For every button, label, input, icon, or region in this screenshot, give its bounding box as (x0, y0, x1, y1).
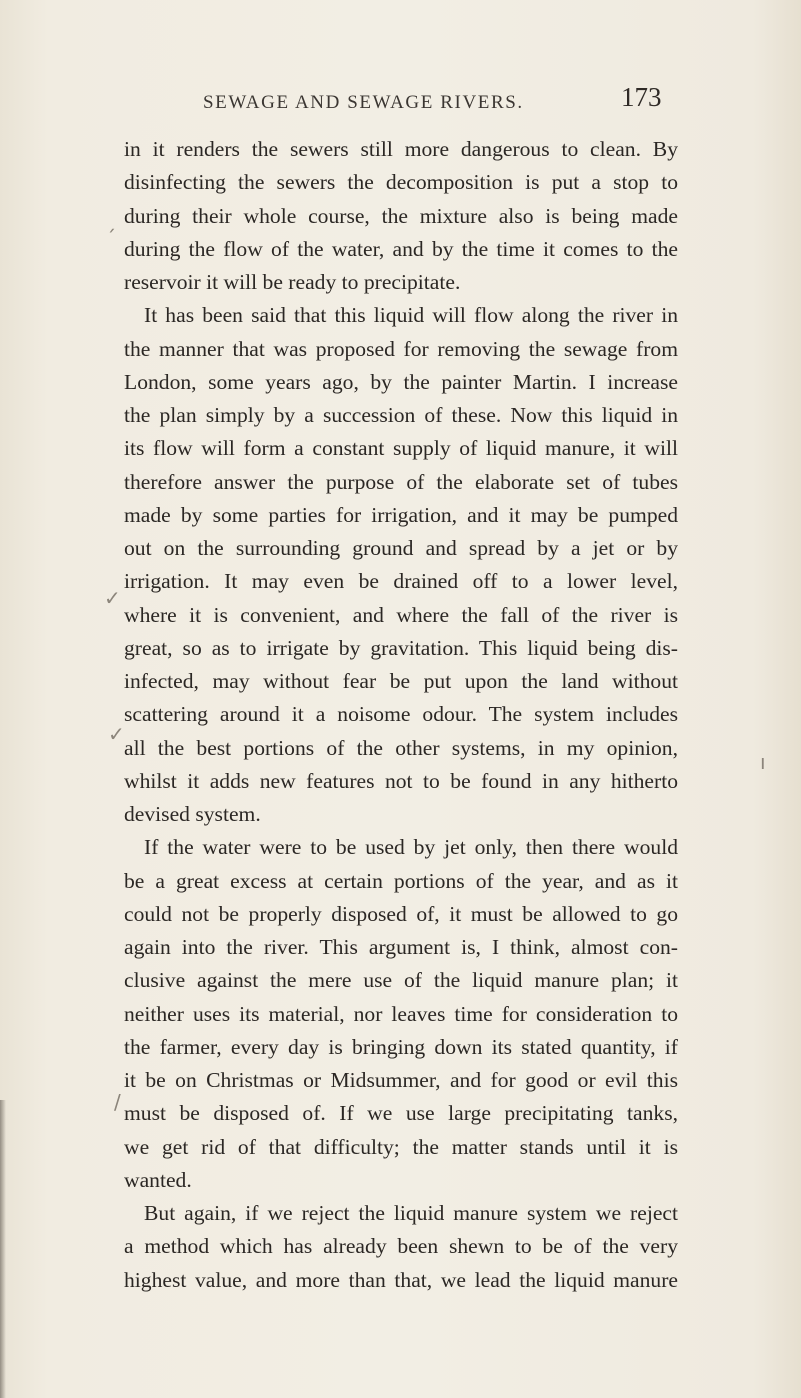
text-line: where it is convenient, and where the fall of the river is (124, 602, 678, 627)
text-line: made by some parties for irrigation, and it may be pumped (124, 502, 678, 527)
text-line: its flow will form a constant supply of liquid manure, it will (124, 436, 678, 461)
text-line: clusive against the mere use of the liquid manure plan; it (124, 968, 678, 993)
text-line: highest value, and more than that, we lead the liquid manure (124, 1267, 678, 1292)
text-line: scattering around it a noisome odour. The system includes (124, 702, 678, 727)
pencil-tick-mark: ˊ (106, 226, 116, 250)
text-line: whilst it adds new features not to be found in any hitherto (124, 768, 678, 793)
page-number: 173 (621, 82, 662, 112)
text-line: the manner that was proposed for removing the sewage from (124, 336, 678, 361)
text-line: we get rid of that difficulty; the matter stands until it is (124, 1134, 678, 1159)
text-line: it be on Christmas or Midsummer, and for good or evil this (124, 1068, 678, 1092)
text-line: It has been said that this liquid will flow along the river in (144, 303, 678, 328)
pencil-slash-mark: / (114, 1090, 121, 1114)
text-line: again into the river. This argument is, I think, almost con- (124, 935, 678, 959)
margin-speck-mark: ı (760, 750, 766, 774)
text-line: infected, may without fear be put upon the land without (124, 669, 678, 693)
text-line: therefore answer the purpose of the elaborate set of tubes (124, 469, 678, 494)
text-line: But again, if we reject the liquid manure system we reject (144, 1201, 678, 1225)
text-line: irrigation. It may even be drained off to a lower level, (124, 569, 678, 594)
text-line: great, so as to irrigate by gravitation. This liquid being dis- (124, 635, 678, 660)
text-line: during the flow of the water, and by the time it comes to the (124, 236, 678, 261)
text-line: neither uses its material, nor leaves time for consideration to (124, 1001, 678, 1026)
page-edge-shadow (0, 1100, 6, 1398)
text-line: the farmer, every day is bringing down its stated quantity, if (124, 1034, 678, 1059)
text-line: all the best portions of the other systems, in my opinion, (124, 735, 678, 760)
text-line: wanted. (124, 1167, 192, 1192)
pencil-check-mark: ✓ (108, 722, 125, 746)
text-line: the plan simply by a succession of these. Now this liquid in (124, 403, 678, 427)
text-line: in it renders the sewers still more dangerous to clean. By (124, 137, 678, 161)
text-line: could not be properly disposed of, it must be allowed to go (124, 901, 678, 926)
text-line: devised system. (124, 802, 261, 826)
text-line: reservoir it will be ready to precipitate. (124, 270, 461, 294)
text-line: If the water were to be used by jet only, then there would (144, 835, 678, 860)
text-line: must be disposed of. If we use large precipitating tanks, (124, 1101, 678, 1126)
page-header (0, 78, 801, 118)
text-line: disinfecting the sewers the decomposition is put a stop to (124, 170, 678, 195)
text-line: during their whole course, the mixture also is being made (124, 203, 678, 228)
text-line: be a great excess at certain portions of the year, and as it (124, 868, 678, 893)
text-line: a method which has already been shewn to be of the very (124, 1234, 678, 1259)
running-head: SEWAGE AND SEWAGE RIVERS. (203, 92, 524, 113)
text-line: out on the surrounding ground and spread by a jet or by (124, 536, 678, 560)
body-text (124, 133, 678, 1297)
pencil-check-mark: ✓ (104, 586, 121, 610)
text-line: London, some years ago, by the painter Martin. I increase (124, 369, 678, 394)
